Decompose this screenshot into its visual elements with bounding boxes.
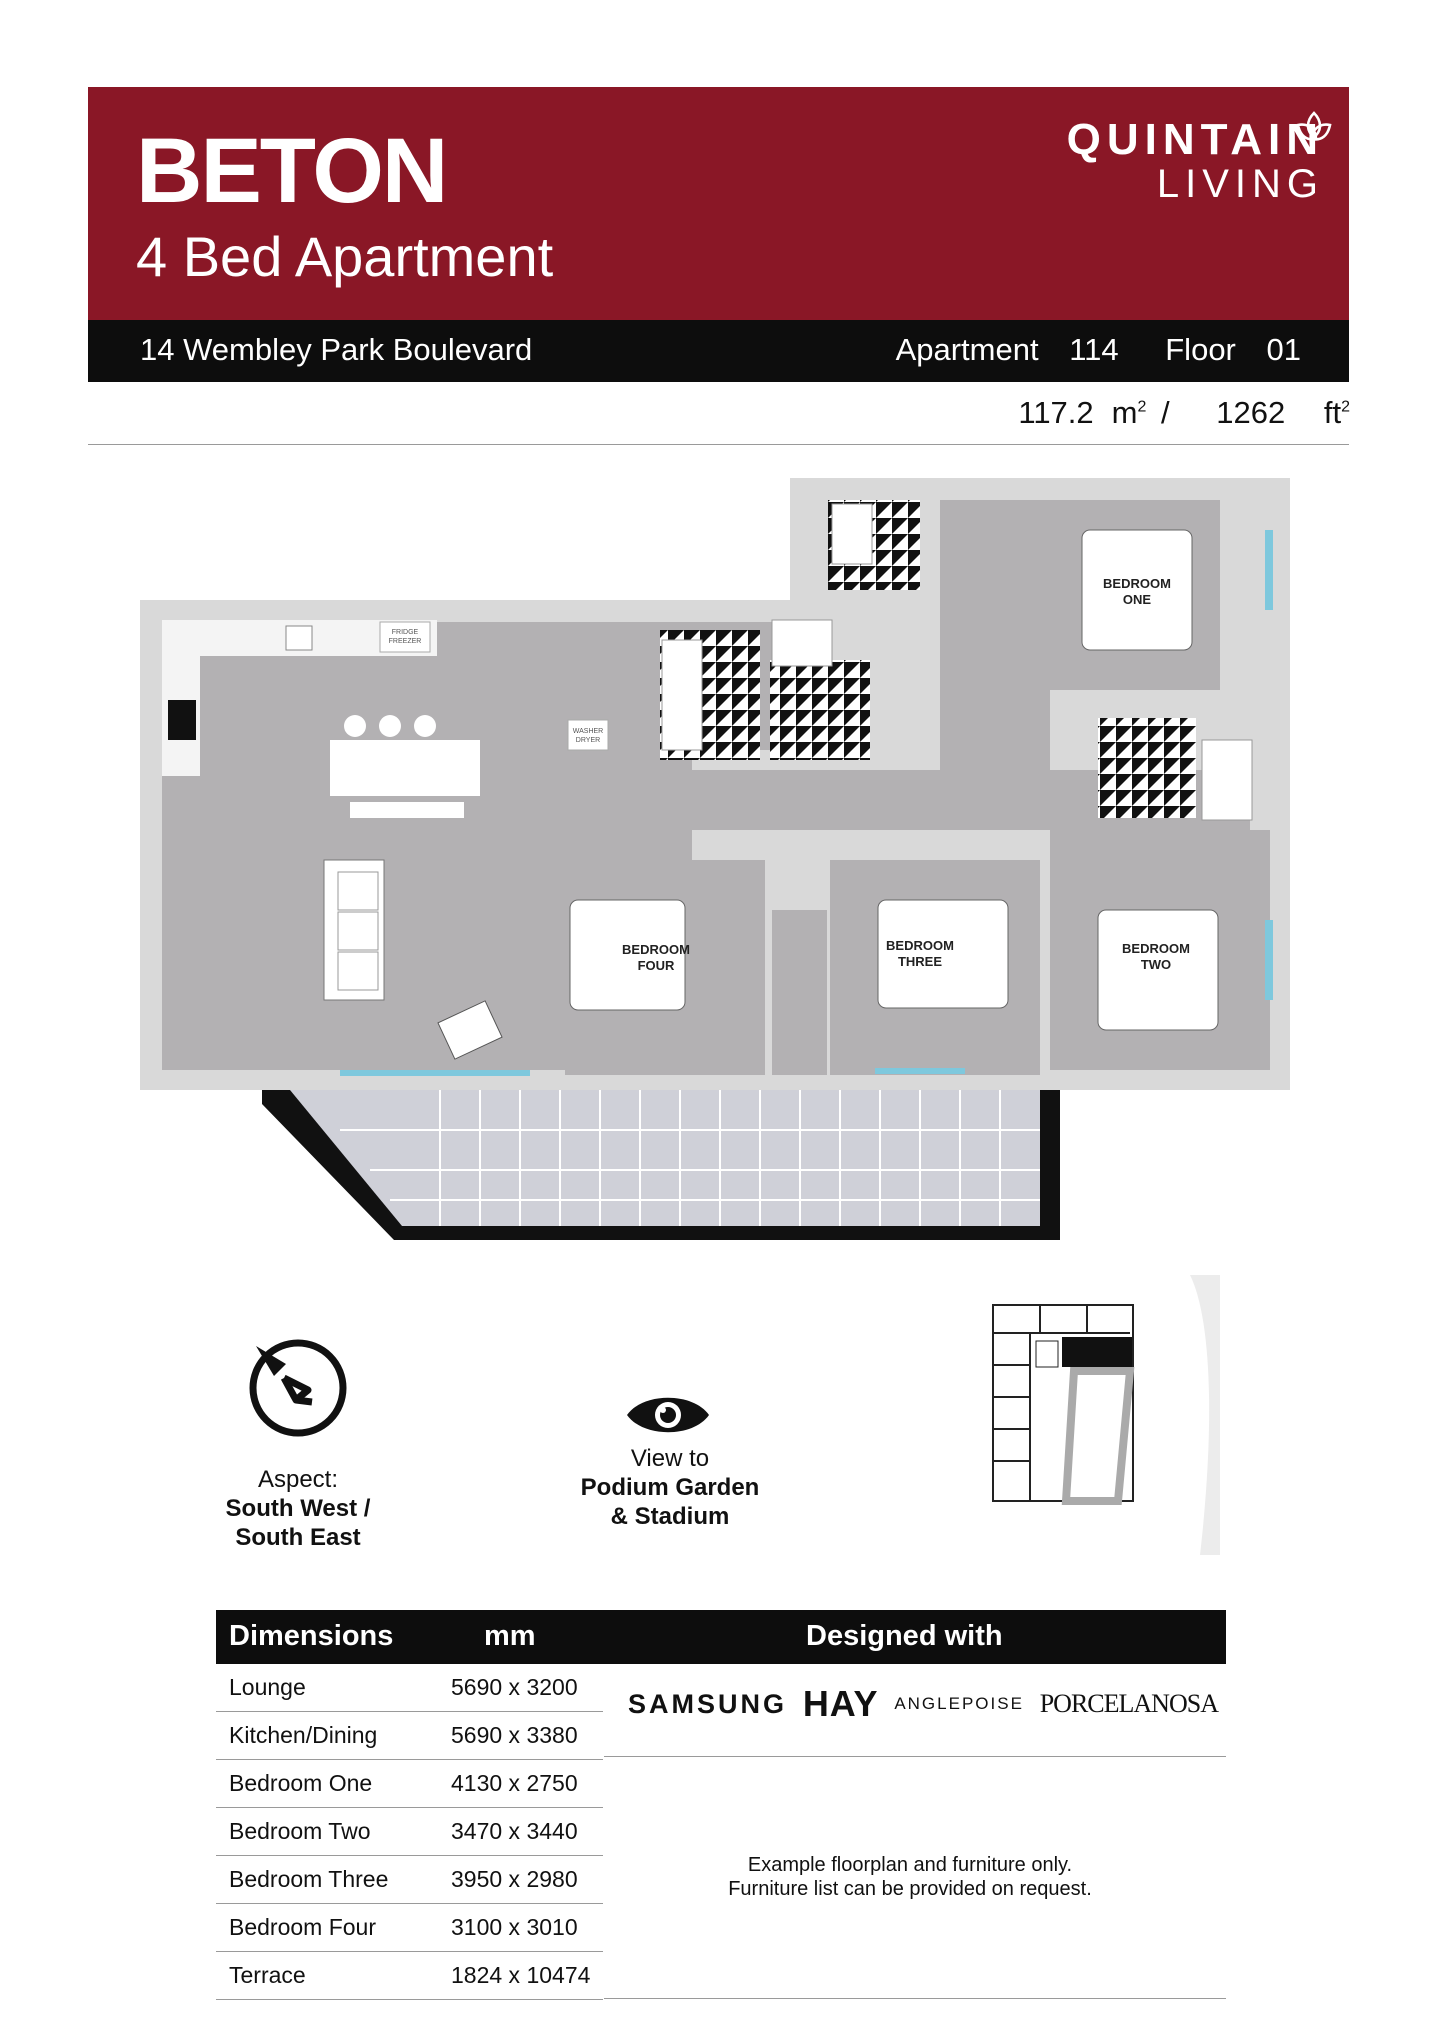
view-label: View to — [630, 1445, 710, 1472]
col-dimensions: Dimensions — [229, 1620, 394, 1652]
area-sqm-unit: m — [1111, 395, 1138, 430]
apartment-highlight — [1062, 1337, 1132, 1367]
hay-logo: HAY — [802, 1683, 879, 1724]
disclaimer-line-1: Example floorplan and furniture only. — [747, 1854, 1073, 1876]
washer-dryer — [568, 720, 608, 750]
area-sqm: 117.2 — [1018, 395, 1094, 430]
floor-area: 117.2 $m^2 / 1262$ $ft^2$ — [1018, 395, 1350, 430]
aspect-label: Aspect: — [257, 1466, 339, 1493]
fridge-label-1: FRIDGE — [391, 629, 419, 636]
row-size: 4130 x 2750 — [451, 1770, 578, 1796]
address: 14 Wembley Park Boulevard — [140, 332, 533, 367]
hob-icon — [168, 700, 196, 740]
bedroom-one-label-1: BEDROOM — [1103, 576, 1171, 591]
logo-line-2: LIVING — [1156, 162, 1324, 206]
ensuite-two — [1098, 718, 1196, 818]
table-header — [216, 1610, 1226, 1664]
compass-icon — [248, 1338, 348, 1438]
table-row — [216, 1760, 603, 1808]
floor-number: 01 — [1266, 332, 1301, 367]
table-row — [216, 1664, 603, 1712]
view-info — [560, 1444, 780, 1531]
area-sqft: 1262 — [1216, 395, 1286, 430]
aspect-value-1: South West / — [225, 1495, 371, 1522]
row-size: 5690 x 3380 — [451, 1722, 578, 1748]
area-separator: / — [1161, 395, 1170, 430]
disclaimer-line-2: Furniture list can be provided on request. — [728, 1878, 1092, 1900]
divider — [604, 1998, 1226, 1999]
row-room: Lounge — [229, 1674, 306, 1700]
apartment-number: 114 — [1069, 332, 1119, 367]
row-room: Bedroom Three — [229, 1866, 389, 1892]
bedroom-two-label-1: BEDROOM — [1122, 941, 1190, 956]
row-size: 3100 x 3010 — [451, 1914, 578, 1940]
samsung-logo: SAMSUNG — [628, 1688, 788, 1719]
row-room: Bedroom One — [229, 1770, 373, 1796]
trinity-knot-icon — [1292, 107, 1336, 151]
dining-table — [330, 740, 480, 796]
aspect-value-2: South East — [235, 1524, 361, 1551]
fridge-label-2: FREEZER — [388, 638, 422, 645]
table-row — [216, 1712, 603, 1760]
apartment-label: Apartment — [895, 332, 1039, 367]
table-row — [216, 1808, 603, 1856]
row-room: Bedroom Four — [229, 1914, 377, 1940]
col-mm: mm — [484, 1620, 536, 1652]
sink-icon — [286, 626, 312, 650]
table-row — [216, 1952, 603, 2000]
floor-label: Floor — [1165, 332, 1236, 367]
row-size: 1824 x 10474 — [451, 1962, 591, 1988]
row-size: 5690 x 3200 — [451, 1674, 578, 1700]
bedroom-three-label-1: BEDROOM — [886, 938, 954, 953]
stadium-label: STADIUM — [1193, 1385, 1208, 1444]
floor-plan — [140, 470, 1300, 1250]
header-banner — [88, 87, 1349, 320]
disclaimer — [660, 1853, 1160, 1901]
divider — [88, 444, 1349, 445]
row-room: Terrace — [229, 1962, 306, 1988]
apartment-type: 4 Bed Apartment — [136, 225, 554, 288]
row-room: Kitchen/Dining — [229, 1722, 378, 1748]
fridge-freezer — [380, 622, 430, 652]
table-row — [216, 1856, 603, 1904]
row-room: Bedroom Two — [229, 1818, 371, 1844]
divider — [604, 1756, 1226, 1757]
view-value-2: & Stadium — [610, 1503, 730, 1530]
bedroom-three-label-2: THREE — [897, 954, 943, 969]
address-bar — [88, 320, 1349, 382]
eye-icon — [625, 1392, 711, 1438]
view-value-1: Podium Garden — [580, 1474, 760, 1501]
row-size: 3470 x 3440 — [451, 1818, 578, 1844]
washer-label-2: DRYER — [575, 737, 601, 744]
bedroom-four-label-2: FOUR — [637, 958, 675, 973]
shower-room — [770, 660, 870, 760]
porcelanosa-logo: PORCELANOSA — [1039, 1689, 1218, 1718]
bedroom-one-label-2: ONE — [1122, 592, 1152, 607]
col-designed-with: Designed with — [806, 1620, 1003, 1652]
bedroom-two-label-2: TWO — [1140, 957, 1172, 972]
row-size: 3950 x 2980 — [451, 1866, 578, 1892]
anglepoise-logo: ANGLEPOISE — [894, 1694, 1024, 1713]
key-plan — [990, 1275, 1230, 1555]
washer-label-1: WASHER — [572, 728, 604, 735]
aspect-info — [198, 1465, 398, 1552]
table-row — [216, 1904, 603, 1952]
quintain-living-logo — [1067, 117, 1324, 205]
bedroom-four-label-1: BEDROOM — [622, 942, 690, 957]
building-name: BETON — [136, 120, 447, 222]
logo-line-1: QUINTAIN — [1066, 115, 1324, 164]
apartment-floor — [874, 332, 1301, 368]
area-sqft-unit: ft — [1323, 395, 1342, 430]
partner-logos — [628, 1683, 1218, 1725]
